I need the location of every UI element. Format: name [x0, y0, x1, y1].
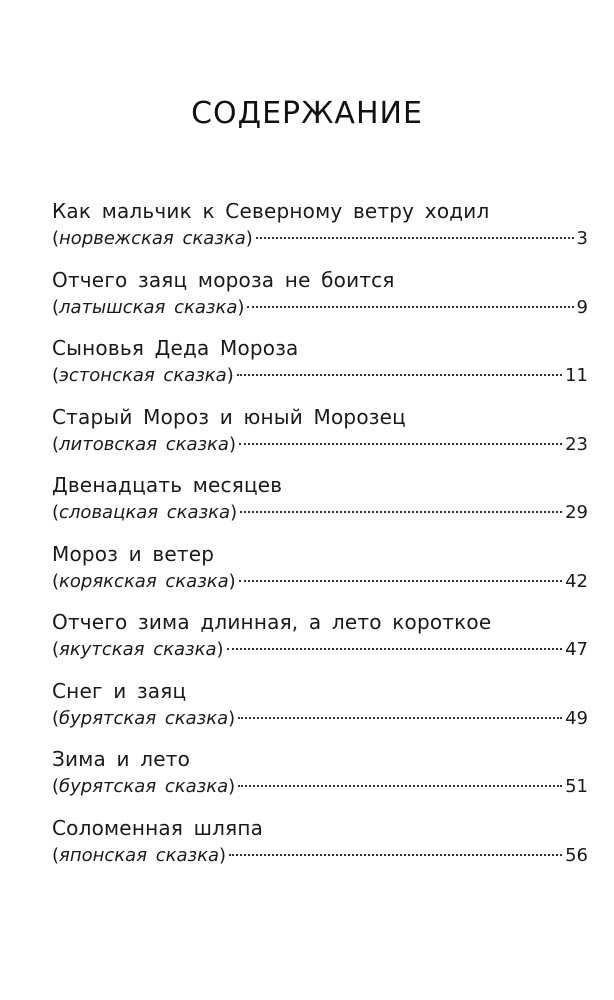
- dot-leader: [227, 648, 563, 650]
- close-paren: ): [237, 296, 245, 318]
- toc-entry-page: 47: [565, 639, 588, 660]
- toc-entry-subtitle: бурятская сказка: [59, 707, 229, 729]
- toc-entry-page: 3: [576, 228, 588, 249]
- toc-entry-page: 49: [565, 707, 588, 729]
- dot-leader: [247, 306, 573, 308]
- toc-entry: [52, 333, 588, 402]
- dot-leader: [237, 374, 562, 376]
- toc-entry: [52, 744, 588, 813]
- open-paren: (: [52, 639, 60, 660]
- open-paren: (: [52, 502, 60, 523]
- toc-entry-page: 42: [565, 570, 588, 592]
- toc-entry-subtitle: бурятская сказка: [59, 776, 229, 797]
- toc-entry: [52, 265, 588, 334]
- toc-entry: [52, 813, 588, 882]
- close-paren: ): [219, 844, 227, 866]
- toc-entry-details: [52, 363, 588, 389]
- toc-entry-title: Старый Мороз и юный Морозец: [52, 404, 406, 429]
- toc-entry-subtitle: корякская сказка: [59, 570, 229, 592]
- toc-entry-page: 29: [565, 502, 588, 523]
- toc-entry: [52, 470, 588, 539]
- toc-entry-title: Снег и заяц: [52, 678, 187, 703]
- toc-entry-subtitle: норвежская сказка: [59, 228, 246, 249]
- toc-entry-page: 23: [565, 433, 588, 455]
- toc-entry-title: Мороз и ветер: [52, 541, 215, 566]
- toc-entry-title: Двенадцать месяцев: [52, 473, 283, 497]
- close-paren: ): [230, 502, 238, 523]
- dot-leader: [239, 580, 562, 582]
- dot-leader: [239, 443, 562, 445]
- toc-entry-title: Отчего зима длинная, а лето короткое: [52, 610, 492, 634]
- close-paren: ): [216, 639, 224, 660]
- toc-entry-subtitle: латышская сказка: [59, 296, 238, 318]
- toc-entry-subtitle: словацкая сказка: [59, 502, 231, 523]
- toc-entry-title: Отчего заяц мороза не боится: [52, 267, 395, 292]
- close-paren: ): [228, 570, 236, 592]
- toc-entry-details: [52, 637, 588, 663]
- dot-leader: [256, 237, 574, 239]
- toc-entry: [52, 607, 588, 676]
- toc-entry-title: Как мальчик к Северному ветру ходил: [52, 199, 490, 223]
- open-paren: (: [52, 433, 60, 455]
- close-paren: ): [228, 707, 236, 729]
- toc-entry-page: 51: [565, 776, 588, 797]
- open-paren: (: [52, 365, 60, 386]
- toc-entry-details: [52, 295, 588, 321]
- toc-entry: [52, 402, 588, 471]
- toc-entry-subtitle: литовская сказка: [59, 433, 229, 455]
- toc-entry: [52, 196, 588, 265]
- toc-entry-details: [52, 432, 588, 458]
- open-paren: (: [52, 707, 60, 729]
- close-paren: ): [226, 365, 234, 386]
- toc-entry-title: Зима и лето: [52, 747, 191, 771]
- toc-entry-page: 9: [576, 296, 588, 318]
- table-of-contents: [52, 196, 588, 881]
- dot-leader: [238, 717, 562, 719]
- toc-entry-subtitle: эстонская сказка: [59, 365, 227, 386]
- open-paren: (: [52, 570, 60, 592]
- toc-entry-page: 56: [565, 844, 588, 866]
- dot-leader: [229, 854, 562, 856]
- close-paren: ): [228, 433, 236, 455]
- toc-entry-details: [52, 706, 588, 732]
- close-paren: ): [245, 228, 253, 249]
- toc-entry-title: Сыновья Деда Мороза: [52, 336, 299, 360]
- open-paren: (: [52, 296, 60, 318]
- page-title: СОДЕРЖАНИЕ: [191, 96, 423, 131]
- open-paren: (: [52, 228, 60, 249]
- close-paren: ): [228, 776, 236, 797]
- toc-entry-subtitle: якутская сказка: [59, 639, 217, 660]
- toc-entry: [52, 539, 588, 608]
- toc-entry-details: [52, 569, 588, 595]
- dot-leader: [238, 785, 562, 787]
- toc-entry-title: Соломенная шляпа: [52, 815, 264, 840]
- toc-entry-details: [52, 774, 588, 800]
- toc-entry-subtitle: японская сказка: [59, 844, 220, 866]
- toc-entry-details: [52, 500, 588, 526]
- toc-entry-details: [52, 226, 588, 252]
- toc-entry-details: [52, 843, 588, 869]
- dot-leader: [240, 511, 562, 513]
- open-paren: (: [52, 844, 60, 866]
- toc-entry-page: 11: [565, 365, 588, 386]
- open-paren: (: [52, 776, 60, 797]
- toc-entry: [52, 676, 588, 745]
